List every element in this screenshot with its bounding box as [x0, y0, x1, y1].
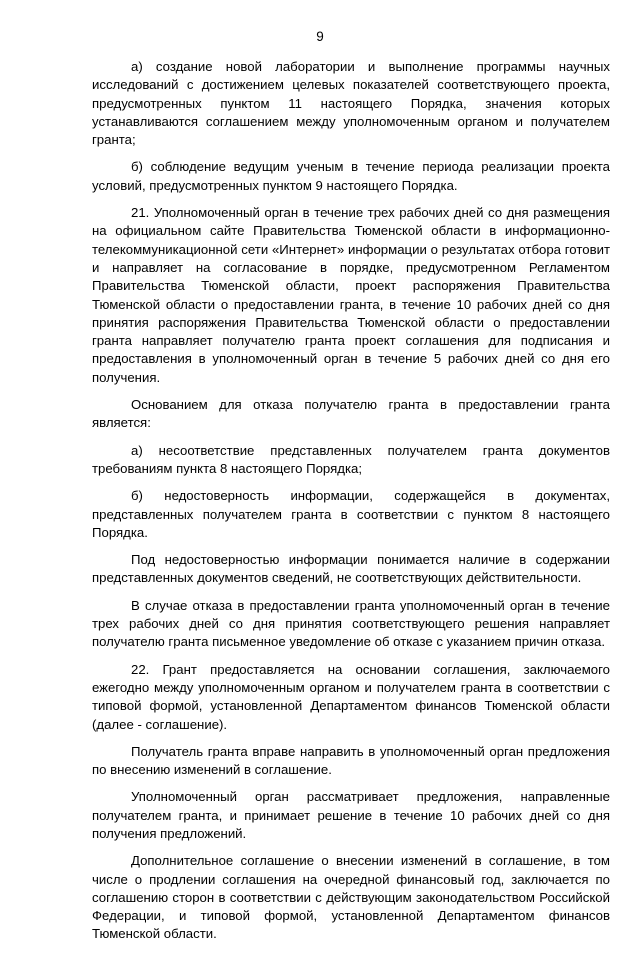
- paragraph-b-lead-scientist: б) соблюдение ведущим ученым в течение периода реализации проекта условий, предусмотренных пунктом 9 настоящего Порядка.: [92, 159, 610, 193]
- paragraph-additional-agreement: Дополнительное соглашение о внесении изменений в соглашение, в том числе о продлении соглашения на очередной финансовый год, заключается по соглашению сторон в соответствии с действующим законодательством Российской Федерации, и типовой формой, установленной Департаментом финансов Тюменской области.: [92, 853, 610, 942]
- paragraph-refusal-a: а) несоответствие представленных получателем гранта документов требованиям пункта 8 настоящего Порядка;: [92, 442, 610, 476]
- paragraph-amendment-proposals: Получатель гранта вправе направить в уполномоченный орган предложения по внесению изменений в соглашение.: [92, 743, 610, 778]
- paragraph-unreliability-definition: Под недостоверностью информации понимается наличие в содержании представленных документов сведений, не соответствующих действительности.: [92, 552, 610, 586]
- paragraph-refusal-b: б) недостоверность информации, содержащейся в документах, представленных получателем гранта в соответствии с пунктом 8 настоящего Порядка.: [92, 488, 610, 540]
- paragraph-refusal-grounds: Основанием для отказа получателю гранта в предоставлении гранта является:: [92, 397, 610, 431]
- paragraph-21: 21. Уполномоченный орган в течение трех рабочих дней со дня размещения на официальном сайте Правительства Тюменской области в информационно-телекоммуникационной сети «Интернет» информации о результатах отбора готовит и направляет на согласование в порядке, предусмотренном Регламентом Правительства Тюменской области, проект распоряжения Правительства Тюменской области о предоставлении гранта, в течение 10 рабочих дней со дня принятия распоряжения Правительства Тюменской области о предоставлении гранта направляет получателю гранта проект соглашения для подписания и предоставления в уполномоченный орган в течение 5 рабочих дней со дня его получения.: [92, 205, 610, 385]
- document-body: [92, 58, 610, 953]
- page-number: 9: [316, 29, 324, 44]
- paragraph-proposal-review: Уполномоченный орган рассматривает предложения, направленные получателем гранта, и принимает решение в течение 10 рабочих дней со дня получения предложений.: [92, 789, 610, 841]
- paragraph-22: 22. Грант предоставляется на основании соглашения, заключаемого ежегодно между уполномоченным органом и получателем гранта в соответствии с типовой формой, установленной Департаментом финансов Тюменской области (далее - соглашение).: [92, 661, 610, 732]
- paragraph-refusal-notice: В случае отказа в предоставлении гранта уполномоченный орган в течение трех рабочих дней со дня принятия соответствующего решения направляет получателю гранта письменное уведомление об отказе с указанием причин отказа.: [92, 597, 610, 650]
- paragraph-a-laboratory: а) создание новой лаборатории и выполнение программы научных исследований с достижением целевых показателей соответствующего проекта, предусмотренных пунктом 11 настоящего Порядка, значения которых устанавливаются соглашением между уполномоченным органом и получателем гранта;: [92, 59, 610, 148]
